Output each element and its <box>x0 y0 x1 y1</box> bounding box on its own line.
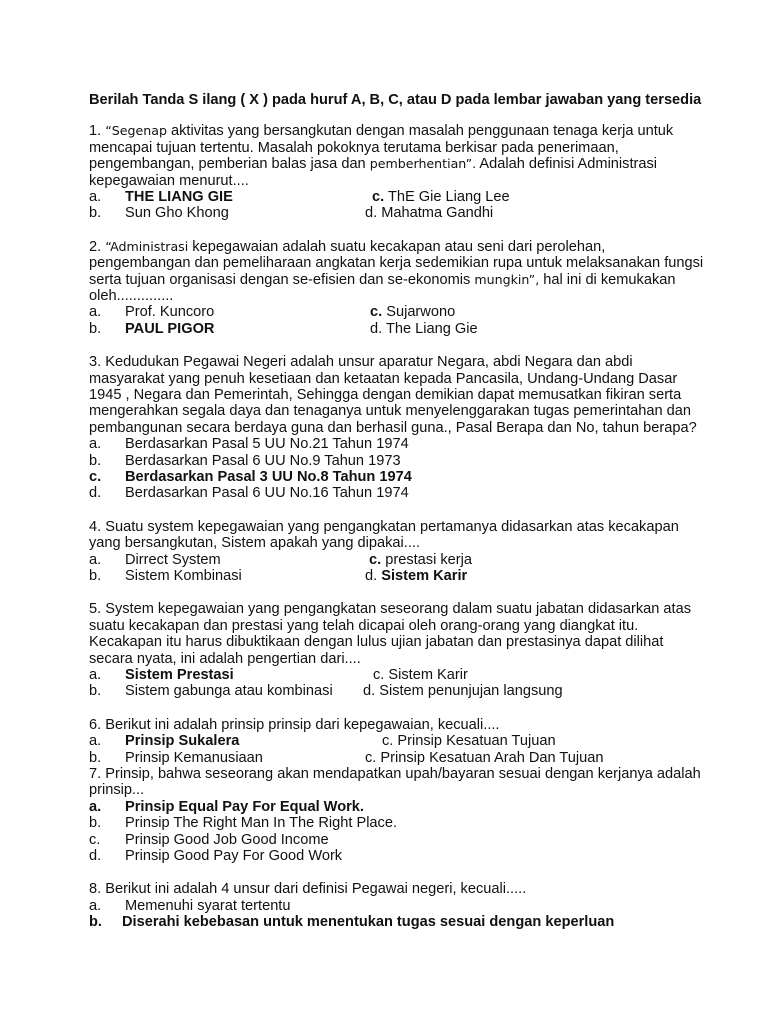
option-row <box>89 750 689 766</box>
option-row <box>89 799 689 815</box>
question-2-stem <box>89 238 704 305</box>
option-row <box>89 832 689 848</box>
stem-line: 1. “Segenap aktivitas yang bersangkutan dengan masalah penggunaan tenaga kerja untuk <box>89 123 674 140</box>
question-5 <box>89 601 689 699</box>
stem-line: 4. Suatu system kepegawaian yang pengangkatan pertamanya didasarkan atas kecakapan <box>89 518 679 535</box>
stem-line: 3. Kedudukan Pegawai Negeri adalah unsur aparatur Negara, abdi Negara dan abdi <box>89 354 633 371</box>
stem-line: Kecakapan itu harus dibuktikaan dengan lulus ujian jabatan dan prestasinya dapat dilihat <box>89 634 664 651</box>
option-c: c. prestasi kerja <box>369 551 473 568</box>
option-b-text: Sistem Kombinasi <box>125 568 242 585</box>
stem-line: secara nyata, ini adalah pengertian dari.... <box>89 650 361 667</box>
option-row <box>89 304 689 320</box>
option-row <box>89 815 689 831</box>
option-a-text: Dirrect System <box>125 551 221 568</box>
option-row <box>89 189 689 205</box>
option-letter-a: a. <box>89 897 102 914</box>
option-a-text: Prinsip Sukalera <box>125 733 240 750</box>
stem-line: masyarakat yang penuh kesetiaan dan ketaatan kepada Pancasila, Undang-Undang Dasar <box>89 370 678 387</box>
stem-line: mencapai tujuan tertentu. Masalah pokoknya terutama berkisar pada penerimaan, <box>89 139 619 156</box>
option-a-text: Memenuhi syarat tertentu <box>125 897 291 914</box>
stem-line: 2. “Administrasi kepegawaian adalah suatu kecakapan atau seni dari perolehan, <box>89 238 606 255</box>
option-row <box>89 205 689 221</box>
option-letter-a: a. <box>89 304 102 321</box>
option-letter-a: a. <box>89 798 102 815</box>
option-c: c. Sujarwono <box>370 304 456 321</box>
option-row <box>89 733 689 749</box>
option-letter-d: d. <box>89 485 102 502</box>
option-row <box>89 469 689 485</box>
question-1 <box>89 123 689 221</box>
option-d: d. Sistem Karir <box>365 568 468 585</box>
option-b-text: Prinsip The Right Man In The Right Place. <box>125 815 398 832</box>
option-a-text: Prinsip Equal Pay For Equal Work. <box>125 798 364 815</box>
option-letter-d: d. <box>89 847 102 864</box>
question-3-stem <box>89 354 697 436</box>
option-letter-a: a. <box>89 667 102 684</box>
option-letter-b: b. <box>89 683 102 700</box>
option-row <box>89 485 689 501</box>
option-letter-c: c. <box>89 831 101 848</box>
option-d-text: c. Prinsip Kesatuan Arah Dan Tujuan <box>365 749 604 766</box>
option-c: c. ThE Gie Liang Lee <box>372 189 510 206</box>
option-row <box>89 453 689 469</box>
option-a-text: Prof. Kuncoro <box>125 304 215 321</box>
option-row <box>89 667 689 683</box>
option-letter-a: a. <box>89 551 102 568</box>
question-4-stem <box>89 519 689 552</box>
option-row <box>89 321 689 337</box>
stem-line: 6. Berikut ini adalah prinsip prinsip dari kepegawaian, kecuali.... <box>89 716 500 733</box>
option-a-text: Sistem Prestasi <box>125 667 234 684</box>
question-4 <box>89 519 689 585</box>
stem-line: 5. System kepegawaian yang pengangkatan seseorang dalam suatu jabatan didasarkan atas <box>89 601 691 618</box>
option-b-text: PAUL PIGOR <box>125 320 215 337</box>
option-c-text: c. Sistem Karir <box>373 667 468 684</box>
question-2 <box>89 238 704 337</box>
instructions-heading: Berilah Tanda S ilang ( X ) pada huruf A, B, C, atau D pada lembar jawaban yang tersedia <box>89 92 702 108</box>
question-3 <box>89 354 697 502</box>
option-letter-a: a. <box>89 189 102 206</box>
stem-line: mengerahkan segala daya dan tenaganya untuk menyelenggarakan tugas pemerintahan dan <box>89 403 692 420</box>
stem-line: pembangunan secara berdaya guna dan berhasil guna., Pasal Berapa dan No, tahun berapa? <box>89 419 697 436</box>
stem-line: serta tujuan organisasi dengan se-efisien dan se-ekonomis mungkin”, hal ini di kemukakan <box>89 271 676 288</box>
option-a-text: THE LIANG GIE <box>125 189 233 206</box>
option-letter-a: a. <box>89 436 102 453</box>
question-6-stem <box>89 717 689 733</box>
option-letter-b: b. <box>89 452 102 469</box>
option-d-text: d. Mahatma Gandhi <box>365 205 494 222</box>
option-b-text: Prinsip Kemanusiaan <box>125 749 263 766</box>
option-row <box>89 898 689 914</box>
option-letter-b: b. <box>89 749 102 766</box>
option-letter-b: b. <box>89 320 102 337</box>
option-letter-b: b. <box>89 815 102 832</box>
option-c-text: Berdasarkan Pasal 3 UU No.8 Tahun 1974 <box>125 469 412 486</box>
stem-line: 8. Berikut ini adalah 4 unsur dari definisi Pegawai negeri, kecuali..... <box>89 881 527 898</box>
option-letter-c: c. <box>89 469 102 486</box>
question-1-stem <box>89 123 689 189</box>
question-5-stem <box>89 601 689 667</box>
question-8-stem <box>89 881 689 897</box>
option-row <box>89 436 689 452</box>
option-b-text: Sun Gho Khong <box>125 205 229 222</box>
stem-line: 7. Prinsip, bahwa seseorang akan mendapatkan upah/bayaran sesuai dengan kerjanya adalah <box>89 766 701 782</box>
option-row <box>89 552 689 568</box>
option-row <box>89 914 689 930</box>
question-6-7 <box>89 716 701 865</box>
stem-line: kepegawaian menurut.... <box>89 172 249 189</box>
option-a-text: Berdasarkan Pasal 5 UU No.21 Tahun 1974 <box>125 436 409 453</box>
question-7-stem <box>89 766 701 799</box>
stem-line: yang bersangkutan, Sistem apakah yang dipakai.... <box>89 535 421 552</box>
option-d-text: d. Sistem penunjujan langsung <box>363 683 563 700</box>
stem-line: oleh.............. <box>89 288 174 305</box>
stem-line: prinsip... <box>89 782 145 799</box>
option-letter-b: b. <box>89 914 102 931</box>
option-d-text: d. The Liang Gie <box>370 320 478 337</box>
option-c-text: Prinsip Good Job Good Income <box>125 831 329 848</box>
option-row <box>89 848 689 864</box>
question-8 <box>89 881 689 930</box>
option-row <box>89 568 689 584</box>
stem-line: pengembangan, pemberian balas jasa dan pemberhentian”. Adalah definisi Administrasi <box>89 156 658 173</box>
option-row <box>89 683 689 699</box>
option-letter-b: b. <box>89 205 102 222</box>
stem-line: suatu kecakapan dan prestasi yang telah dicapai oleh orang-orang yang diangkat itu. <box>89 617 639 634</box>
option-letter-b: b. <box>89 568 102 585</box>
option-d-text: Prinsip Good Pay For Good Work <box>125 847 343 864</box>
option-c-text: c. Prinsip Kesatuan Tujuan <box>382 733 556 750</box>
option-b-text: Berdasarkan Pasal 6 UU No.9 Tahun 1973 <box>125 452 401 469</box>
quiz-document <box>89 92 704 931</box>
option-letter-a: a. <box>89 733 102 750</box>
stem-line: 1945 , Negara dan Pemerintah, Sehingga dengan demikian dapat memusatkan fikiran serta <box>89 387 682 404</box>
option-b-text: Diserahi kebebasan untuk menentukan tugas sesuai dengan keperluan <box>122 914 615 931</box>
stem-line: pengembangan dan pemeliharaan angkatan kerja sedemikian rupa untuk melaksanakan fungsi <box>89 255 704 272</box>
option-d-text: Berdasarkan Pasal 6 UU No.16 Tahun 1974 <box>125 485 409 502</box>
option-b-text: Sistem gabunga atau kombinasi <box>125 683 333 700</box>
